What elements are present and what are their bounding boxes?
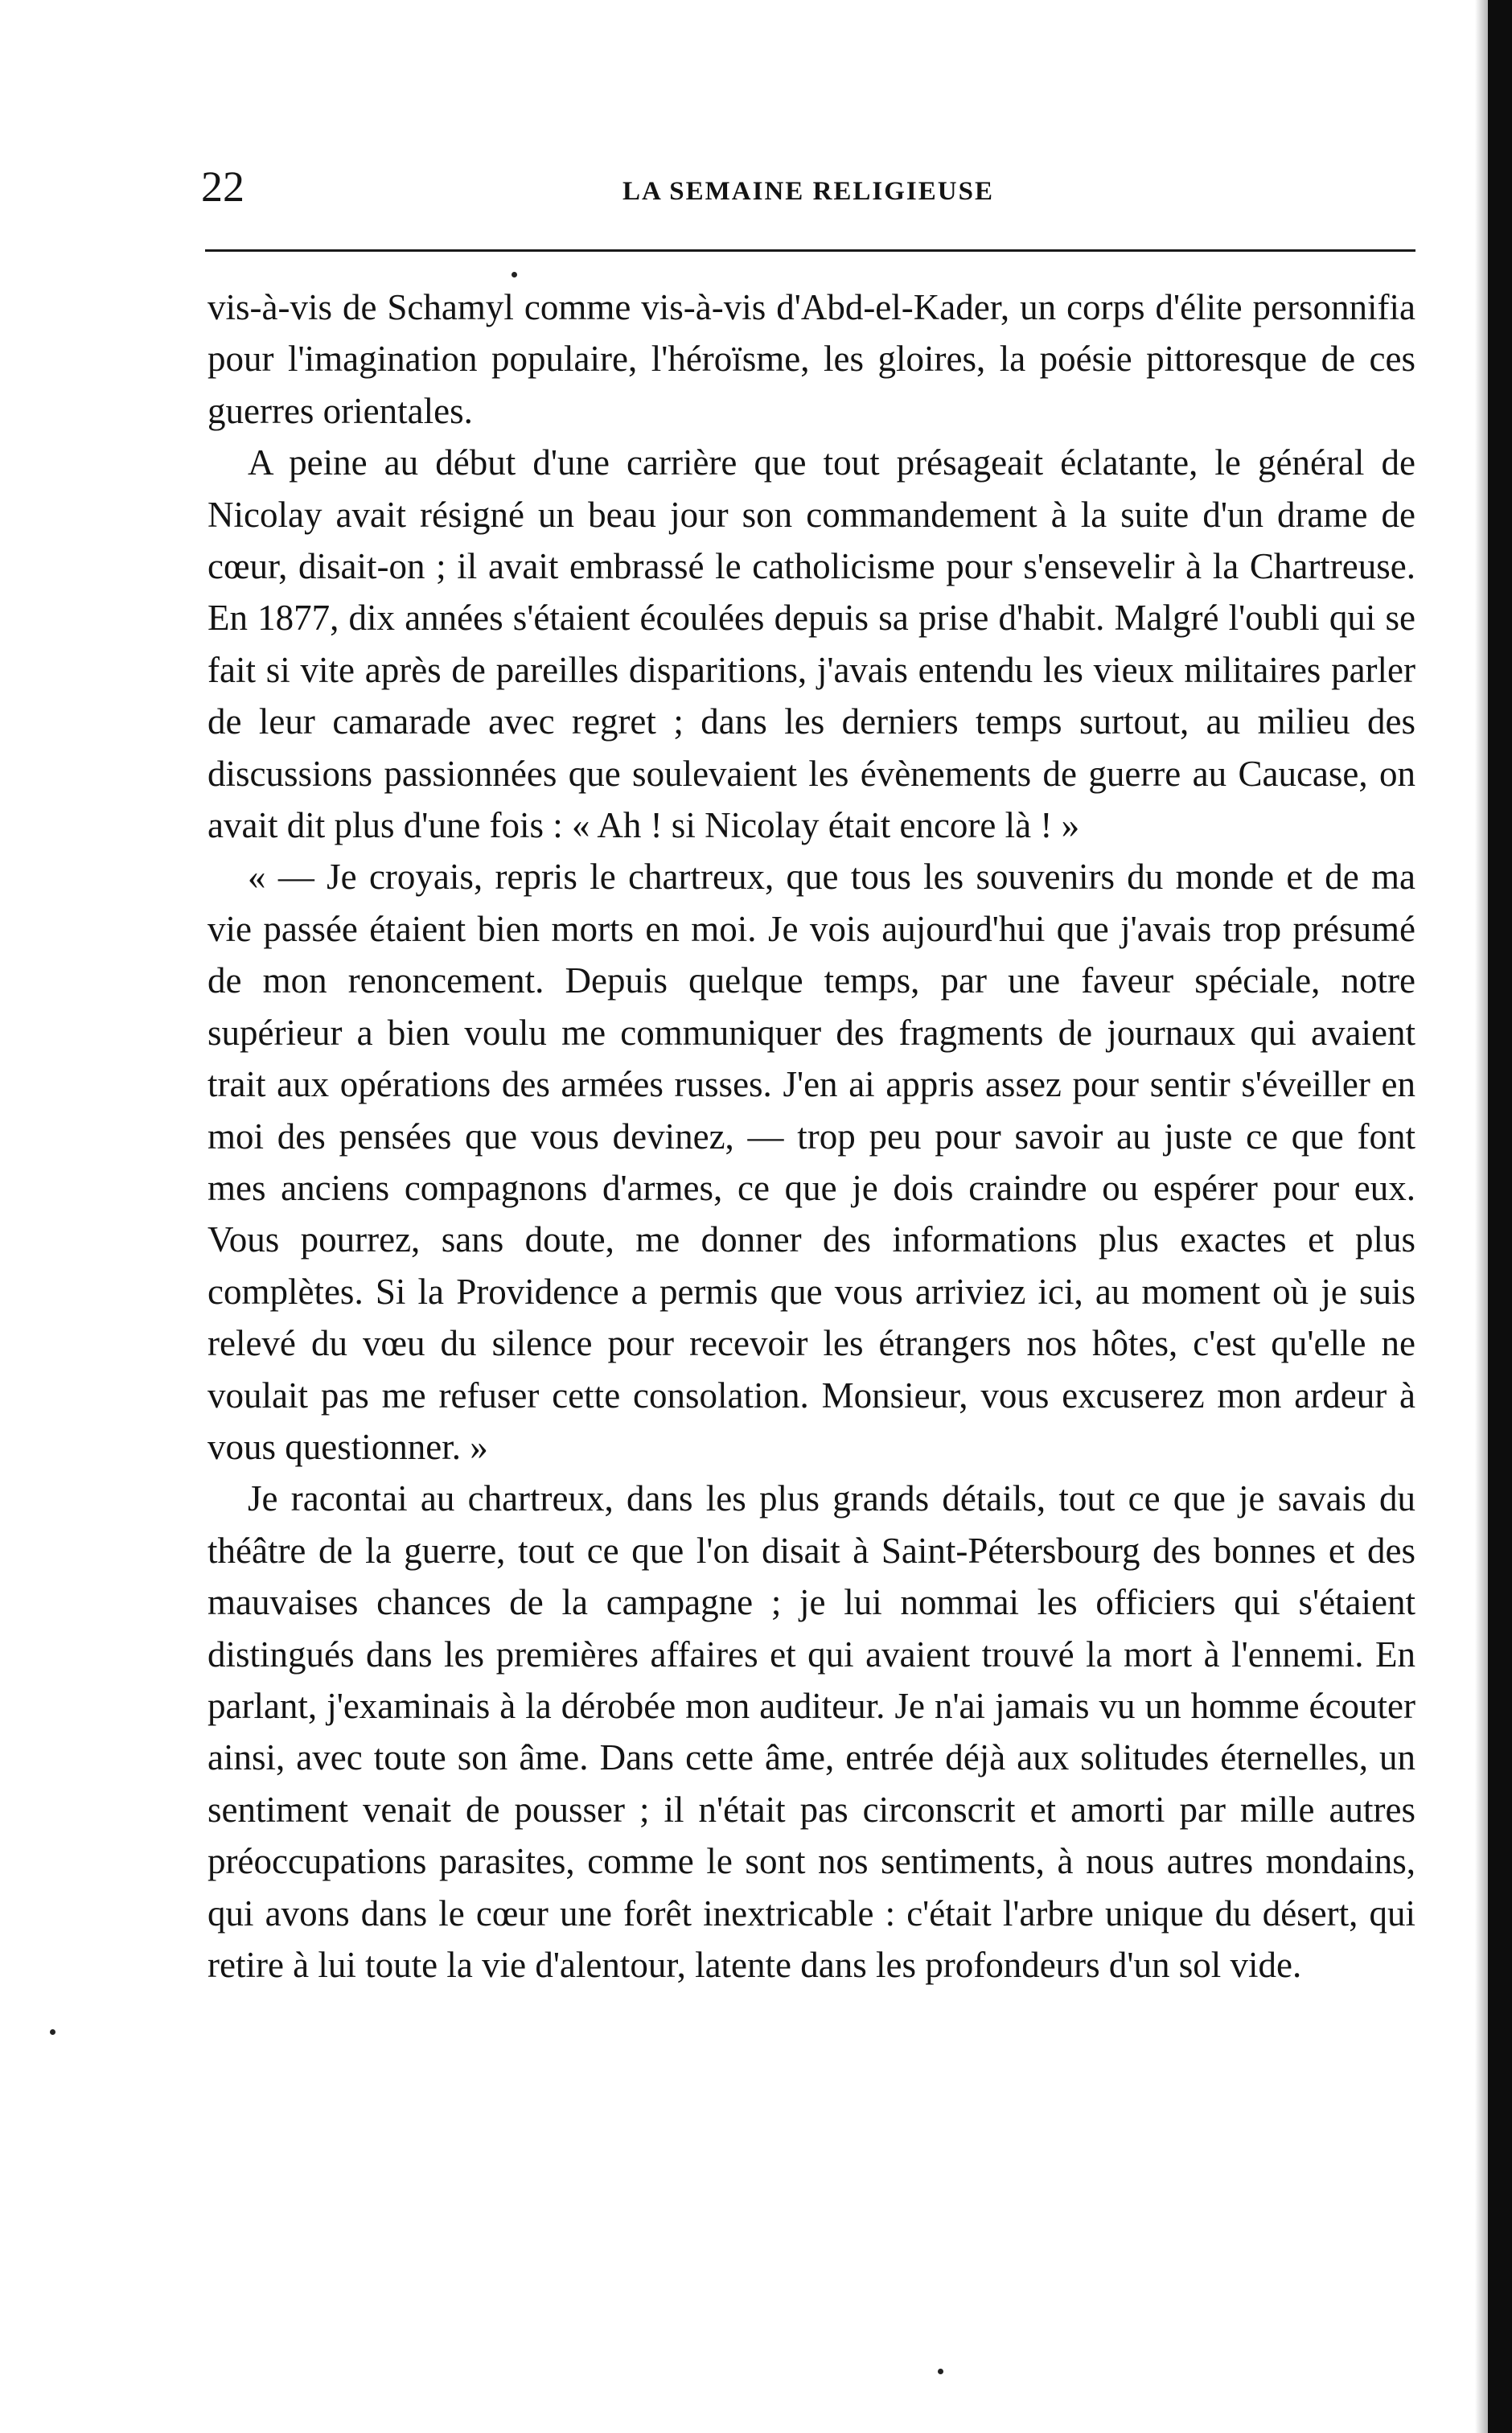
page-edge — [1488, 0, 1512, 2433]
page-header — [201, 154, 1415, 219]
paragraph-1: vis-à-vis de Schamyl comme vis-à-vis d'Abd-el-Kader, un corps d'élite personnifia pour l'imagination populaire, l'héroïsme, les gloires, la poésie pittoresque de ces guerres orientales. — [207, 287, 1415, 431]
paragraph-3: « — Je croyais, repris le chartreux, que tous les souvenirs du monde et de ma vie passée étaient bien morts en moi. Je vois aujourd'hui que j'avais trop présumé de mon renoncement. Depuis quelque temps, par une faveur spéciale, notre supérieur a bien voulu me communiquer des fragments de journaux qui avaient trait aux opérations des armées russes. J'en ai appris assez pour sentir s'éveiller en moi des pensées que vous devinez, — trop peu pour savoir au juste ce que font mes anciens compagnons d'armes, ce que je dois craindre ou espérer pour eux. Vous pourrez, sans doute, me donner des informations plus exactes et plus complètes. Si la Providence a permis que vous arriviez ici, au moment où je suis relevé du vœu du silence pour recevoir les étrangers nos hôtes, c'est qu'elle ne voulait pas me refuser cette consolation. Monsieur, vous excuserez mon ardeur à vous questionner. » — [207, 857, 1415, 1467]
page-edge-shadow — [1475, 0, 1488, 2433]
body-text — [207, 282, 1415, 1991]
print-speck — [512, 272, 517, 277]
running-title: LA SEMAINE RELIGIEUSE — [622, 177, 994, 206]
print-speck — [50, 2029, 55, 2035]
page-number: 22 — [201, 162, 244, 211]
paragraph-4: Je racontai au chartreux, dans les plus grands détails, tout ce que je savais du théâtre de la guerre, tout ce que l'on disait à Saint-Pétersbourg des bonnes et des mauvaises chances de la campagne ; je lui nommai les officiers qui s'étaient distingués dans les premières affaires et qui avaient trouvé la mort à l'ennemi. En parlant, j'examinais à la dérobée mon auditeur. Je n'ai jamais vu un homme écouter ainsi, avec toute son âme. Dans cette âme, entrée déjà aux solitudes éternelles, un sentiment venait de pousser ; il n'était pas circonscrit et amorti par mille autres préoccupations parasites, comme le sont nos sentiments, à nous autres mondains, qui avons dans le cœur une forêt inextricable : c'était l'arbre unique du désert, qui retire à lui toute la vie d'alentour, latente dans les profondeurs d'un sol vide. — [207, 1478, 1415, 1985]
paragraph-2: A peine au début d'une carrière que tout présageait éclatante, le général de Nicolay avait résigné un beau jour son commandement à la suite d'un drame de cœur, disait-on ; il avait embrassé le catholicisme pour s'ensevelir à la Chartreuse. En 1877, dix années s'étaient écoulées depuis sa prise d'habit. Malgré l'oubli qui se fait si vite après de pareilles disparitions, j'avais entendu les vieux militaires parler de leur camarade avec regret ; dans les derniers temps surtout, au milieu des discussions passionnées que soulevaient les évènements de guerre au Caucase, on avait dit plus d'une fois : « Ah ! si Nicolay était encore là ! » — [207, 442, 1415, 846]
print-speck — [938, 2369, 943, 2374]
header-rule — [205, 249, 1415, 252]
